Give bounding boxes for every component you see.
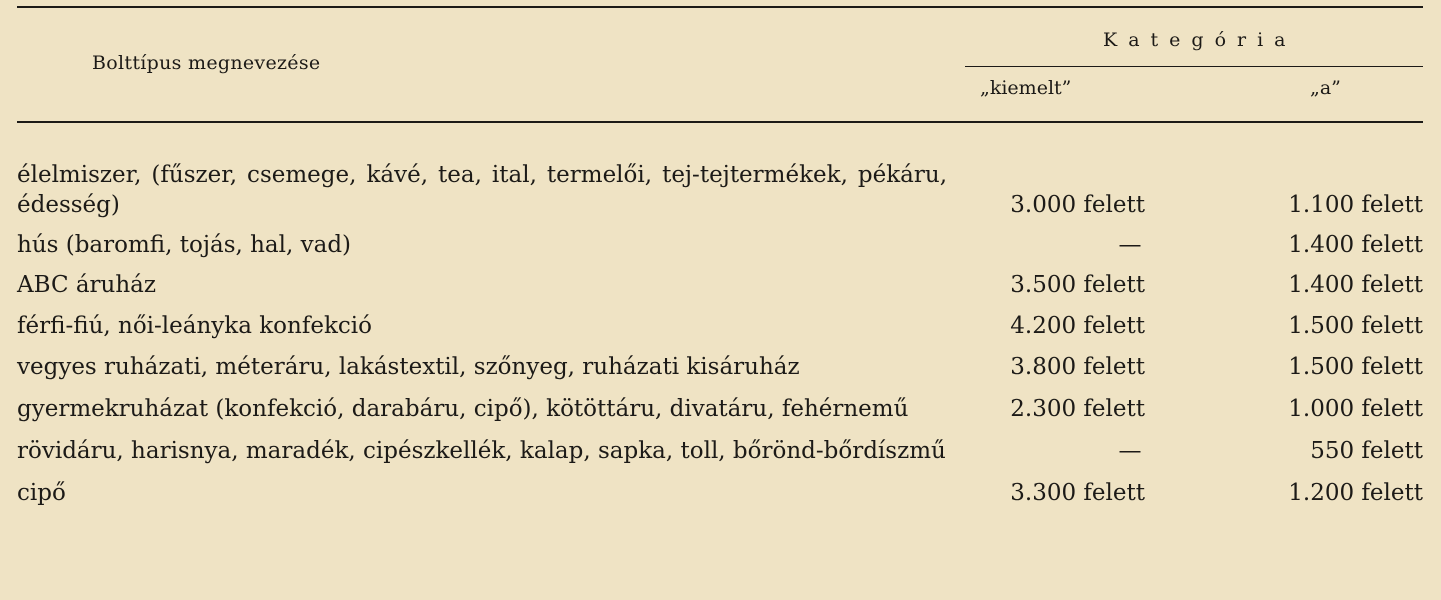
row-name: gyermekruházat (konfekció, darabáru, cipő), kötöttáru, divatáru, fehérnemű [17, 396, 909, 422]
row-kiemelt: 3.800 felett [1010, 354, 1145, 380]
row-kiemelt: 3.500 felett [1010, 272, 1145, 298]
row-kiemelt: 3.000 felett [1010, 192, 1145, 218]
category-rule [965, 66, 1423, 67]
header-kategoria: Kategória [1103, 29, 1297, 51]
row-kiemelt: — [1118, 232, 1142, 258]
row-kiemelt: 4.200 felett [1010, 313, 1145, 339]
row-kiemelt: 3.300 felett [1010, 480, 1145, 506]
header-bolttipus: Bolttípus megnevezése [92, 52, 321, 74]
top-rule [17, 6, 1423, 8]
row-kiemelt: 2.300 felett [1010, 396, 1145, 422]
row-name: vegyes ruházati, méteráru, lakástextil, szőnyeg, ruházati kisáruház [17, 354, 800, 380]
row-kiemelt: — [1118, 438, 1142, 464]
row-name: ABC áruház [17, 272, 157, 298]
row-name: cipő [17, 480, 66, 506]
header-a: „a” [1310, 77, 1341, 99]
table-row [17, 352, 1423, 382]
row-a: 1.400 felett [1288, 272, 1423, 298]
row-name: férfi-fiú, női-leányka konfekció [17, 313, 372, 339]
table-row [17, 270, 1423, 300]
table-row [17, 311, 1423, 341]
row-a: 1.000 felett [1288, 396, 1423, 422]
row-name: rövidáru, harisnya, maradék, cipészkellék, kalap, sapka, toll, bőrönd-bőrdíszmű [17, 438, 946, 464]
table-body [17, 160, 1423, 508]
table-row [17, 478, 1423, 508]
row-a: 550 felett [1310, 438, 1423, 464]
header-kiemelt: „kiemelt” [980, 77, 1072, 99]
table-row [17, 394, 1423, 424]
table-row [17, 436, 1423, 466]
table-row [17, 230, 1423, 260]
header-bottom-rule [17, 121, 1423, 123]
row-a: 1.200 felett [1288, 480, 1423, 506]
row-name: élelmiszer, (fűszer, csemege, kávé, tea, ital, termelői, tej-tejtermékek, pékáru, édesség) [17, 162, 947, 218]
row-a: 1.500 felett [1288, 354, 1423, 380]
row-name: hús (baromfi, tojás, hal, vad) [17, 232, 352, 258]
table-row [17, 160, 1423, 220]
row-a: 1.400 felett [1288, 232, 1423, 258]
row-a: 1.100 felett [1288, 192, 1423, 218]
row-a: 1.500 felett [1288, 313, 1423, 339]
